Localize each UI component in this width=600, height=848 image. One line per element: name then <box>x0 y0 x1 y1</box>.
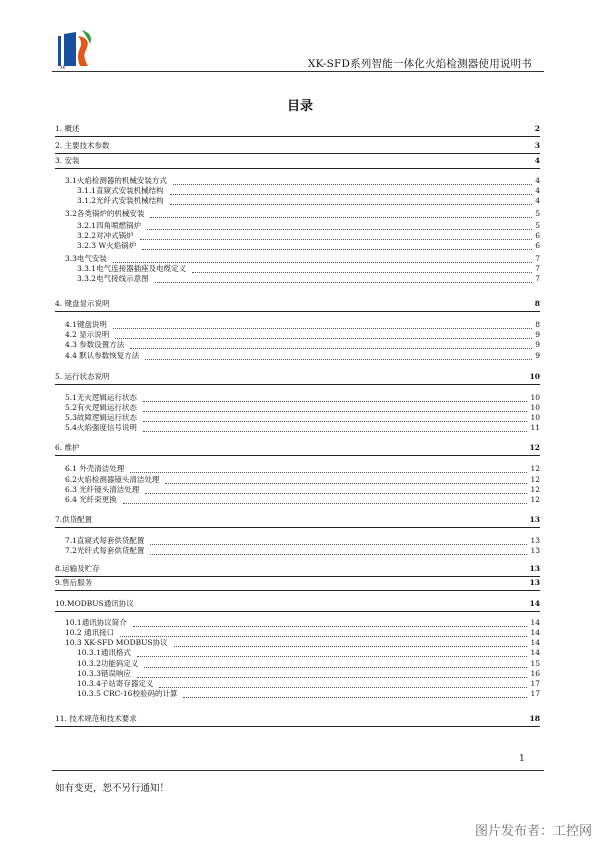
toc-entry-title: 5.2有火逻辑运行状态 <box>65 403 137 412</box>
toc-entry-title: 8.运输及贮存 <box>55 564 100 573</box>
toc-leader-dots <box>120 636 527 637</box>
toc-leader-dots <box>143 401 527 402</box>
toc-entry[interactable] <box>55 196 540 208</box>
page-number: 1 <box>519 754 525 764</box>
toc-leader-dots <box>192 272 532 273</box>
toc-entry-title: 9.售后服务 <box>55 578 93 587</box>
toc-entry-title: 4.2 显示说明 <box>65 330 110 339</box>
toc-leader-dots <box>170 194 532 195</box>
toc-entry-page: 4 <box>534 156 540 165</box>
toc-entry-page: 11 <box>530 423 540 432</box>
toc-entry-title: 3.3.2电气接线示意图 <box>77 274 149 283</box>
toc-entry-title: 10.3.1通讯格式 <box>77 648 131 657</box>
toc-entry-page: 5 <box>535 209 540 218</box>
toc-entry-title: 3.3.1电气连接器插座及电缆定义 <box>77 264 187 273</box>
toc-entry[interactable] <box>55 578 540 591</box>
toc-entry-page: 9 <box>535 330 540 339</box>
toc-leader-dots <box>145 493 527 494</box>
toc-entry[interactable] <box>55 299 540 312</box>
toc-leader-dots <box>173 184 532 185</box>
toc-entry-title: 3. 安装 <box>55 156 80 165</box>
toc-entry-page: 3 <box>534 141 540 150</box>
toc-leader-dots <box>150 554 527 555</box>
toc-leader-dots <box>143 411 527 412</box>
toc-entry-page: 13 <box>529 578 540 587</box>
toc-entry-title: 4. 键盘显示说明 <box>55 299 110 308</box>
toc-leader-dots <box>137 656 527 657</box>
footer-note: 如有变更，恕不另行通知！ <box>55 783 170 794</box>
toc-entry-page: 17 <box>530 679 540 688</box>
toc-entry-page: 10 <box>530 393 540 402</box>
toc-entry-page: 2 <box>534 124 540 133</box>
toc-entry-page: 14 <box>530 638 540 647</box>
toc-entry-title: 10.3.5 CRC-16校验码的计算 <box>77 689 178 698</box>
toc-entry-title: 5.3故障逻辑运行状态 <box>65 413 137 422</box>
toc-leader-dots <box>115 338 532 339</box>
toc-entry-title: 4.4 默认参数恢复方法 <box>65 351 140 360</box>
toc-entry-title: 4.1键盘说明 <box>65 320 107 329</box>
toc-entry-title: 5.4火焰强度信号说明 <box>65 423 137 432</box>
toc-entry-page: 8 <box>534 299 540 308</box>
toc-leader-dots <box>183 697 527 698</box>
toc-leader-dots <box>174 646 527 647</box>
toc-entry-page: 12 <box>529 443 540 452</box>
toc-entry-title: 6.1 外壳清洁处理 <box>65 464 125 473</box>
toc-entry-page: 5 <box>535 221 540 230</box>
toc-entry-title: 10.3.3错误响应 <box>77 669 131 678</box>
toc-entry[interactable] <box>55 689 540 701</box>
toc-entry[interactable] <box>55 495 540 507</box>
toc-entry[interactable] <box>55 546 540 558</box>
toc-entry-page: 7 <box>535 264 540 273</box>
toc-entry-title: 3.2各类锅炉的机械安装 <box>65 209 145 218</box>
toc-leader-dots <box>130 348 532 349</box>
toc-leader-dots <box>142 249 532 250</box>
toc-entry-page: 10 <box>530 403 540 412</box>
toc-entry-page: 16 <box>530 669 540 678</box>
toc-leader-dots <box>159 687 527 688</box>
toc-entry-title: 6.2火焰检测器镜头清洁处理 <box>65 475 160 484</box>
toc-entry[interactable] <box>55 515 540 528</box>
toc-entry[interactable] <box>55 156 540 169</box>
toc-entry[interactable] <box>55 274 540 286</box>
toc-entry-title: 3.3电气安装 <box>65 254 107 263</box>
toc-entry-title: 10.1通讯协议简介 <box>65 618 127 627</box>
toc-entry-title: 3.1火焰检测器的机械安装方式 <box>65 176 167 185</box>
toc-entry-title: 6.4 光纤束更换 <box>65 495 117 504</box>
header-rule <box>52 71 544 72</box>
toc-entry-page: 4 <box>535 186 540 195</box>
toc-leader-dots <box>123 503 527 504</box>
toc-leader-dots <box>150 217 532 218</box>
toc-entry-title: 1. 概述 <box>55 124 80 133</box>
toc-entry-title: 6. 维护 <box>55 443 80 452</box>
toc-entry-page: 9 <box>535 351 540 360</box>
toc-leader-dots <box>144 667 527 668</box>
toc-entry[interactable] <box>55 599 540 612</box>
toc-entry-title: 3.1.2光纤式安装机械结构 <box>77 196 164 205</box>
toc-entry-title: 11. 技术规范和技术要求 <box>55 714 137 723</box>
toc-entry-title: 3.2.1四角喷燃锅炉 <box>77 221 142 230</box>
toc-leader-dots <box>130 472 527 473</box>
toc-entry-page: 13 <box>530 536 540 545</box>
toc-entry-title: 5. 运行状态说明 <box>55 372 110 381</box>
toc-leader-dots <box>170 204 532 205</box>
toc-entry-title: 4.3 参数设置方法 <box>65 340 125 349</box>
header-title: XK-SFD系列智能一体化火焰检测器使用说明书 <box>307 58 532 70</box>
toc-entry[interactable] <box>55 443 540 456</box>
toc-leader-dots <box>140 239 532 240</box>
toc-entry-page: 10 <box>530 413 540 422</box>
toc-entry-title: 7.1直窥式每套供货配置 <box>65 536 145 545</box>
toc-entry-title: 10.MODBUS通讯协议 <box>55 599 134 608</box>
toc-leader-dots <box>137 677 527 678</box>
toc-entry[interactable] <box>55 423 540 435</box>
toc-entry-page: 13 <box>529 564 540 573</box>
toc-leader-dots <box>150 544 527 545</box>
toc-entry[interactable] <box>55 141 540 154</box>
toc-entry-title: 5.1无火逻辑运行状态 <box>65 393 137 402</box>
footer-rule <box>52 770 544 771</box>
toc-entry-title: 2. 主要技术参数 <box>55 141 110 150</box>
company-logo-icon <box>52 26 100 70</box>
toc-entry-page: 4 <box>535 196 540 205</box>
toc-entry-title: 7.2光纤式每套供货配置 <box>65 546 145 555</box>
toc-leader-dots <box>147 229 532 230</box>
watermark: 图片发布者：工控网 <box>474 824 592 839</box>
toc-entry-page: 13 <box>530 546 540 555</box>
toc-entry[interactable] <box>55 351 540 363</box>
toc-leader-dots <box>113 328 532 329</box>
toc-entry-page: 14 <box>530 628 540 637</box>
toc-entry-page: 6 <box>535 241 540 250</box>
toc-entry-title: 10.2 通讯接口 <box>65 628 115 637</box>
toc-entry-page: 9 <box>535 340 540 349</box>
toc-entry-page: 12 <box>530 464 540 473</box>
toc-entry-page: 6 <box>535 231 540 240</box>
toc-entry-page: 14 <box>530 618 540 627</box>
toc-entry-title: 6.3 光纤镜头清洁处理 <box>65 485 140 494</box>
toc-entry-title: 7.供货配置 <box>55 515 93 524</box>
toc-leader-dots <box>145 359 532 360</box>
toc-title: 目录 <box>286 99 313 114</box>
toc-leader-dots <box>143 421 527 422</box>
toc-entry-title: 10.3.4子站寄存器定义 <box>77 679 154 688</box>
toc-entry[interactable] <box>55 124 540 137</box>
toc-entry-page: 10 <box>529 372 540 381</box>
toc-leader-dots <box>165 483 527 484</box>
toc-entry[interactable] <box>55 372 540 385</box>
toc-entry-page: 7 <box>535 254 540 263</box>
toc-entry-page: 15 <box>530 659 540 668</box>
svg-text:XK: XK <box>60 65 66 70</box>
toc-leader-dots <box>155 282 532 283</box>
toc-entry[interactable] <box>55 714 540 727</box>
toc-entry[interactable] <box>55 564 540 577</box>
toc-entry-page: 12 <box>530 495 540 504</box>
toc-entry-page: 17 <box>530 689 540 698</box>
toc-entry-page: 13 <box>529 515 540 524</box>
toc-entry-page: 14 <box>530 648 540 657</box>
toc-entry-page: 12 <box>530 485 540 494</box>
toc-entry-page: 8 <box>535 320 540 329</box>
toc-entry-title: 3.1.1直窥式安装机械结构 <box>77 186 164 195</box>
toc-entry-title: 3.2.2对冲式锅炉 <box>77 231 134 240</box>
toc-entry-page: 14 <box>529 599 540 608</box>
toc-entry[interactable] <box>55 241 540 253</box>
toc-entry-page: 7 <box>535 274 540 283</box>
toc-entry-title: 10.3 XK-SFD MODBUS协议 <box>65 638 168 647</box>
toc-entry-page: 12 <box>530 475 540 484</box>
toc-entry-page: 18 <box>529 714 540 723</box>
toc-entry-title: 10.3.2功能码定义 <box>77 659 139 668</box>
toc-entry-page: 4 <box>535 176 540 185</box>
toc-leader-dots <box>133 626 527 627</box>
toc-entry-title: 3.2.3 W火焰锅炉 <box>77 241 137 250</box>
toc-leader-dots <box>143 431 527 432</box>
